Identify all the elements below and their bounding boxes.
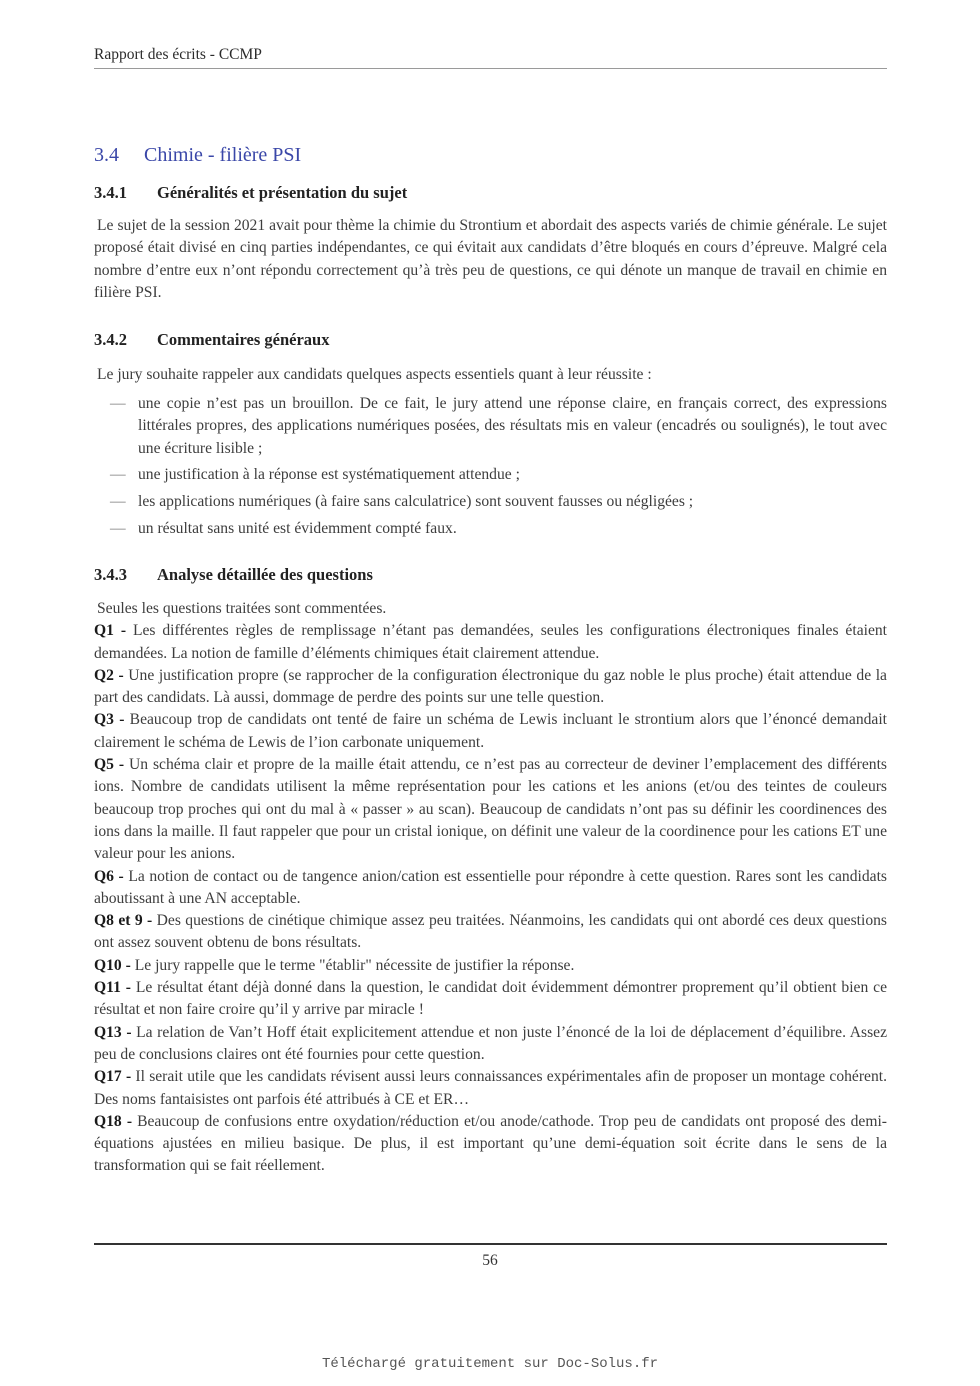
subsection-number: 3.4.1 (94, 183, 127, 202)
list-item-text: un résultat sans unité est évidemment compté faux. (138, 519, 457, 537)
question-text: Le résultat étant déjà donné dans la question, le candidat doit évidemment démontrer proprement qu’il obtient bien ce résultat et non faire croire qu’il y arrive par miracle ! (94, 979, 887, 1019)
question-label: Q2 - (94, 666, 124, 684)
question-q13 (94, 1022, 887, 1067)
list-item-text: les applications numériques (à faire sans calculatrice) sont souvent fausses ou négligées ; (138, 493, 694, 511)
paragraph-commentaires-intro: Le jury souhaite rappeler aux candidats quelques aspects essentiels quant à leur réussite : (97, 366, 652, 383)
section-title-text: Chimie - filière PSI (144, 144, 302, 166)
question-text: La relation de Van’t Hoff était explicitement attendue et non juste l’énoncé de la loi de déplacement d’équilibre. Assez peu de conclusions claires ont été fournies pour cette question. (94, 1023, 887, 1063)
question-label: Q5 - (94, 756, 125, 774)
question-label: Q8 et 9 - (94, 912, 153, 930)
question-text: Des questions de cinétique chimique assez peu traitées. Néanmoins, les candidats qui ont abordé ces deux questions ont assez souvent obtenu de bons résultats. (94, 912, 887, 952)
question-text: Il serait utile que les candidats révisent aussi leurs connaissances expérimentales afin de proposer un montage cohérent. Des noms fantaisistes ont parfois été attribués à CE et ER… (94, 1068, 887, 1108)
question-q10 (94, 955, 887, 977)
question-q3 (94, 709, 887, 754)
page-number: 56 (482, 1252, 498, 1269)
question-q18 (94, 1111, 887, 1178)
question-label: Q11 - (94, 979, 131, 997)
question-q17 (94, 1066, 887, 1111)
list-item (94, 518, 887, 540)
question-text: Beaucoup de confusions entre oxydation/réduction et/ou anode/cathode. Trop peu de candidats ont proposé des demi-équations ajustées en milieu basique. De plus, il est important qu’une demi-équation soit écrite dans le sens de la transformation qui se fait réellement. (94, 1112, 887, 1175)
subsection-title: Généralités et présentation du sujet (157, 183, 408, 202)
question-q5 (94, 754, 887, 865)
question-text: La notion de contact ou de tangence anion/cation est essentielle pour répondre à cette question. Rares sont les candidats aboutissant à une AN acceptable. (94, 867, 887, 907)
running-header: Rapport des écrits - CCMP (94, 46, 262, 63)
question-text: Les différentes règles de remplissage n’étant pas demandées, seules les configurations électroniques finales étaient demandées. La notion de famille d’éléments chimiques était clairement attendue. (94, 622, 887, 662)
question-label: Q17 - (94, 1068, 132, 1086)
paragraph-generalites: Le sujet de la session 2021 avait pour thème la chimie du Strontium et abordait des aspects variés de chimie générale. Le sujet proposé était divisé en cinq parties indépendantes, ce qui évitait aux candidats d’être bloqués en cours d’épreuve. Malgré cela nombre d’entre eux n’ont répondu correctement qu’à très peu de questions, ce qui dénote un manque de travail en chimie en filière PSI. (94, 217, 887, 301)
subsection-number: 3.4.3 (94, 565, 127, 584)
subsection-heading-generalites (94, 183, 407, 203)
question-q8-9 (94, 910, 887, 955)
question-q11 (94, 977, 887, 1022)
question-label: Q3 - (94, 711, 125, 729)
question-text: Le jury rappelle que le terme "établir" nécessite de justifier la réponse. (134, 956, 575, 974)
commentaires-list (94, 393, 887, 545)
question-q6 (94, 866, 887, 911)
subsection-number: 3.4.2 (94, 330, 127, 349)
subsection-heading-analyse (94, 565, 373, 585)
question-q1 (94, 620, 887, 665)
question-label: Q1 - (94, 622, 127, 640)
question-text: Beaucoup trop de candidats ont tenté de faire un schéma de Lewis incluant le strontium alors que l’énoncé demandait clairement le schéma de Lewis de l’ion carbonate uniquement. (94, 711, 887, 751)
download-watermark: Téléchargé gratuitement sur Doc-Solus.fr (321, 1356, 659, 1372)
subsection-heading-commentaires (94, 330, 329, 350)
question-q2 (94, 665, 887, 710)
list-item-text: une copie n’est pas un brouillon. De ce fait, le jury attend une réponse claire, en français correct, des expressions littérales propres, des applications numériques posées, des résultats mis en valeur (encadrés ou soulignés), le tout avec une écriture lisible ; (138, 395, 887, 457)
analyse-intro: Seules les questions traitées sont commentées. (97, 600, 387, 617)
section-title (94, 144, 301, 167)
subsection-title: Commentaires généraux (157, 330, 330, 349)
dash-bullet: — (110, 466, 126, 484)
question-label: Q18 - (94, 1112, 133, 1130)
dash-bullet: — (110, 519, 126, 537)
questions-block (94, 598, 887, 1178)
header-rule (94, 68, 887, 69)
question-label: Q6 - (94, 867, 124, 885)
section-number: 3.4 (94, 144, 119, 166)
question-text: Une justification propre (se rapprocher de la configuration électronique du gaz noble le plus proche) était attendue de la part des candidats. Là aussi, dommage de perdre des points sur une telle question. (94, 666, 887, 707)
list-item (94, 464, 887, 486)
question-text: Un schéma clair et propre de la maille était attendu, ce n’est pas au correcteur de deviner l’emplacement des différents ions. Nombre de candidats utilisent la même représentation pour les cations et les anions (et/ou des teintes de couleurs beaucoup trop proches qui ont du mal à « passer » au scan). Beaucoup de candidats n’ont pas su définir les coordinences des ions dans la maille. Il faut rappeler que pour un cristal ionique, on définit une valeur de la coordinence pour les cations ET une valeur pour les anions. (94, 756, 887, 863)
footer-rule (94, 1243, 887, 1245)
list-item-text: une justification à la réponse est systématiquement attendue ; (138, 466, 520, 484)
dash-bullet: — (110, 493, 126, 511)
list-item (94, 491, 887, 513)
question-label: Q13 - (94, 1023, 132, 1041)
dash-bullet: — (110, 395, 126, 412)
question-label: Q10 - (94, 956, 131, 974)
list-item (94, 393, 887, 460)
subsection-title: Analyse détaillée des questions (157, 565, 373, 584)
